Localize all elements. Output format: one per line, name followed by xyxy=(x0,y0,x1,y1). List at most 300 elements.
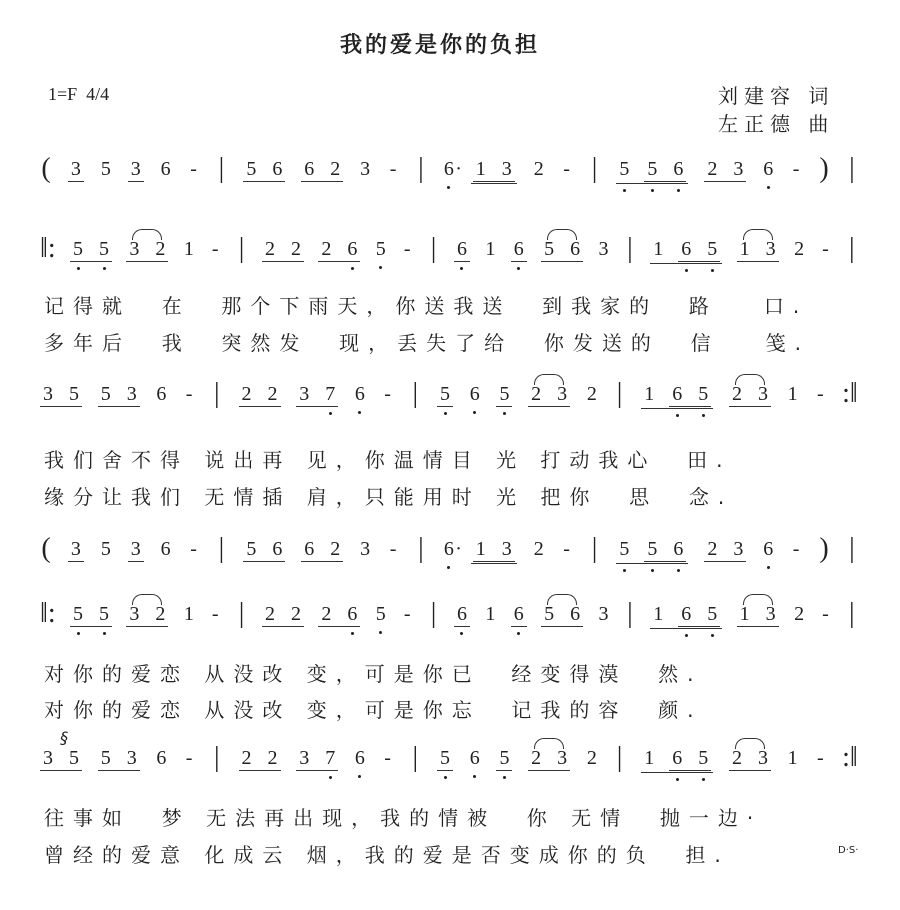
lower-octave-dot xyxy=(651,189,654,192)
note: 3 xyxy=(598,238,609,260)
beam-group xyxy=(239,747,281,771)
note: 3 xyxy=(765,238,776,260)
beam-group xyxy=(98,383,140,407)
note-digit: 6 xyxy=(347,238,358,260)
barline: ) xyxy=(819,533,829,564)
lower-octave-dot xyxy=(447,566,450,569)
lower-octave-dot xyxy=(651,569,654,572)
note-digit: 6 xyxy=(672,383,683,405)
beam-group xyxy=(473,538,515,562)
beam-group xyxy=(669,383,711,407)
beam-group xyxy=(511,238,527,262)
beam-group xyxy=(471,538,517,564)
barline: | xyxy=(849,233,855,264)
lower-octave-dot xyxy=(676,414,679,417)
note: - xyxy=(817,383,824,405)
tie-arc xyxy=(735,738,765,749)
beam-group xyxy=(471,158,517,184)
beam-group xyxy=(70,603,112,627)
beam-group xyxy=(496,747,512,771)
note: - xyxy=(403,238,411,260)
note: 2 xyxy=(321,238,332,260)
barline: ) xyxy=(819,153,829,184)
note xyxy=(439,383,451,405)
notation-row-interlude xyxy=(40,533,858,572)
note: 2 xyxy=(267,747,278,769)
note: 6 xyxy=(272,158,283,180)
barline: | xyxy=(616,378,623,409)
note: 1 xyxy=(644,747,655,769)
note-digit: 6 xyxy=(673,158,684,180)
beam-group xyxy=(616,538,688,564)
beam-group xyxy=(262,603,304,627)
note: 1 xyxy=(653,603,664,625)
note-digit: 5 xyxy=(499,747,510,769)
note-digit: 6 xyxy=(672,747,683,769)
note: 3 xyxy=(299,747,310,769)
note xyxy=(98,238,110,260)
lyric-line: 记得就 在 那个下雨天，你送我送 到我家的 路 口. xyxy=(44,294,809,318)
note-digit: 6 xyxy=(681,238,692,260)
note: 2 xyxy=(267,383,278,405)
beam-group xyxy=(128,538,144,562)
note: 2 xyxy=(531,383,542,405)
note: - xyxy=(817,747,824,769)
barline: | xyxy=(849,533,855,564)
lower-octave-dot xyxy=(767,186,770,189)
note: - xyxy=(563,158,570,180)
lower-octave-dot xyxy=(358,411,361,414)
note xyxy=(375,238,387,260)
beam-group xyxy=(301,158,343,182)
beam-group xyxy=(541,238,583,262)
beam-group xyxy=(126,603,168,627)
lower-octave-dot xyxy=(702,414,705,417)
note xyxy=(324,747,336,769)
note: 2 xyxy=(731,383,742,405)
lower-octave-dot xyxy=(473,775,476,778)
note: 1 xyxy=(739,238,750,260)
note: 3 xyxy=(129,238,140,260)
lyricist-credit: 刘建容 词 xyxy=(718,84,835,108)
beam-group xyxy=(528,383,570,407)
note: 3 xyxy=(43,383,53,405)
note xyxy=(456,238,468,260)
beam-group xyxy=(296,383,338,407)
note-digit: 5 xyxy=(499,383,510,405)
note xyxy=(697,383,709,405)
lower-octave-dot xyxy=(685,634,688,637)
beam-group xyxy=(128,158,144,182)
note: 3 xyxy=(70,538,81,560)
note: 3 xyxy=(129,603,140,625)
note: - xyxy=(384,747,391,769)
beam-group xyxy=(40,383,82,407)
note: 3 xyxy=(126,747,137,769)
beam-group xyxy=(239,383,281,407)
lyric-line: 往事如 梦 无法再出现，我的情被 你 无情 抛一边· xyxy=(44,806,763,830)
note xyxy=(762,538,774,560)
note-digit: 5 xyxy=(440,747,451,769)
note: 2 xyxy=(155,603,166,625)
note: 3 xyxy=(557,747,568,769)
tie-arc xyxy=(547,594,577,605)
lower-octave-dot xyxy=(444,412,447,415)
beam-group xyxy=(454,603,470,627)
note xyxy=(498,383,510,405)
note: - xyxy=(389,538,397,560)
note: 2 xyxy=(707,158,718,180)
note: 2 xyxy=(330,538,341,560)
barline: | xyxy=(418,153,424,184)
note xyxy=(672,158,684,180)
lyric-line: 对你的爱恋 从没改 变，可是你忘 记我的容 颜. xyxy=(44,698,703,722)
note: 1 xyxy=(644,383,655,405)
note xyxy=(706,238,718,260)
beam-group xyxy=(641,383,713,409)
note: 2 xyxy=(794,238,805,260)
note: 2 xyxy=(707,538,718,560)
beam-group xyxy=(616,158,688,184)
note-digit: 6 xyxy=(354,747,365,769)
note: 3 xyxy=(43,747,53,769)
note: 1 xyxy=(739,603,750,625)
note xyxy=(671,747,683,769)
note: 3 xyxy=(130,538,141,560)
beam-group xyxy=(641,747,713,773)
note xyxy=(498,747,510,769)
note xyxy=(513,238,525,260)
note: 6 xyxy=(156,747,167,769)
note: 5 xyxy=(246,538,257,560)
augmentation-dot: · xyxy=(455,538,462,560)
barline: ( xyxy=(41,533,51,564)
note xyxy=(346,238,358,260)
note: 5 xyxy=(544,603,555,625)
note: 2 xyxy=(155,238,166,260)
note: 6 xyxy=(570,238,581,260)
note: 2 xyxy=(794,603,805,625)
note: 6 xyxy=(272,538,283,560)
note xyxy=(513,603,525,625)
note xyxy=(618,538,630,562)
beam-group xyxy=(678,238,720,262)
beam-group xyxy=(301,538,343,562)
lower-octave-dot xyxy=(473,411,476,414)
note: 2 xyxy=(533,538,544,560)
note: - xyxy=(792,538,800,560)
note: 6 xyxy=(304,158,315,180)
note-digit: 6 xyxy=(347,603,358,625)
tie-arc xyxy=(743,594,773,605)
note-digit: 5 xyxy=(375,603,386,625)
note-digit: 6 xyxy=(443,158,454,180)
barline: ‖: xyxy=(40,233,56,264)
beam-group xyxy=(98,747,140,771)
barline: | xyxy=(591,153,598,184)
lyric-line: 缘分让我们 无情插 肩，只能用时 光 把你 思 念. xyxy=(44,485,734,509)
beam-group xyxy=(729,383,771,407)
barline: | xyxy=(849,153,855,184)
lower-octave-dot xyxy=(103,632,106,635)
augmentation-dot: · xyxy=(455,158,462,180)
note: - xyxy=(211,238,219,260)
notation-row-chorus xyxy=(40,378,858,417)
beam-group xyxy=(650,603,722,629)
note-digit: 6 xyxy=(469,747,480,769)
note: - xyxy=(822,603,829,625)
beam-group xyxy=(40,747,82,771)
note-digit: 7 xyxy=(325,747,336,769)
note: 2 xyxy=(290,603,301,625)
note xyxy=(346,603,358,625)
barline: | xyxy=(849,598,855,629)
beam-group xyxy=(296,747,338,771)
barline: | xyxy=(412,742,419,773)
note xyxy=(646,538,658,560)
note xyxy=(469,383,481,405)
note-digit: 5 xyxy=(73,238,84,260)
beam-group xyxy=(511,603,527,627)
note: - xyxy=(190,158,197,180)
lower-octave-dot xyxy=(767,566,770,569)
beam-group xyxy=(644,158,686,182)
beam-group xyxy=(318,238,360,262)
tie-arc xyxy=(735,374,765,385)
note xyxy=(443,538,462,560)
notation-row-chorus-2 xyxy=(40,742,858,781)
lower-octave-dot xyxy=(711,634,714,637)
beam-group xyxy=(126,238,168,262)
note: - xyxy=(190,538,197,560)
beam-group xyxy=(473,158,515,182)
note: 5 xyxy=(69,383,79,405)
lower-octave-dot xyxy=(676,778,679,781)
note xyxy=(72,603,84,625)
barline: | xyxy=(418,533,424,564)
note xyxy=(706,603,718,625)
note: 5 xyxy=(100,158,111,180)
note-digit: 6 xyxy=(681,603,692,625)
beam-group xyxy=(704,538,746,562)
barline: :‖ xyxy=(842,378,858,409)
note: 3 xyxy=(765,603,776,625)
note xyxy=(646,158,658,180)
note: 6 xyxy=(160,538,171,560)
note: 2 xyxy=(731,747,742,769)
lower-octave-dot xyxy=(351,632,354,635)
lower-octave-dot xyxy=(517,632,520,635)
beam-group xyxy=(437,747,453,771)
note xyxy=(680,238,692,260)
note: - xyxy=(822,238,829,260)
barline: | xyxy=(214,742,220,773)
beam-group xyxy=(68,538,84,562)
tie-arc xyxy=(534,738,564,749)
note: - xyxy=(185,383,193,405)
note: 6 xyxy=(160,158,171,180)
beam-group xyxy=(669,747,711,771)
note: - xyxy=(563,538,570,560)
beam-group xyxy=(650,238,722,264)
lower-octave-dot xyxy=(623,569,626,572)
lower-octave-dot xyxy=(623,189,626,192)
note-digit: 6 xyxy=(443,538,454,560)
notation-row-verse xyxy=(40,233,858,272)
note: 3 xyxy=(360,538,371,560)
note xyxy=(98,603,110,625)
note: 3 xyxy=(733,538,744,560)
note xyxy=(439,747,451,769)
barline: | xyxy=(616,742,623,773)
barline: | xyxy=(238,233,245,264)
lower-octave-dot xyxy=(460,267,463,270)
beam-group xyxy=(454,238,470,262)
beam-group xyxy=(496,383,512,407)
note: 3 xyxy=(557,383,568,405)
note: 3 xyxy=(501,538,512,560)
beam-group xyxy=(243,538,285,562)
beam-group xyxy=(644,538,686,562)
lower-octave-dot xyxy=(711,269,714,272)
note xyxy=(618,158,630,182)
note: 5 xyxy=(246,158,257,180)
lower-octave-dot xyxy=(503,776,506,779)
lower-octave-dot xyxy=(503,412,506,415)
note xyxy=(375,603,387,625)
note-digit: 6 xyxy=(513,603,524,625)
note: 3 xyxy=(126,383,137,405)
note: 2 xyxy=(586,383,597,405)
note: 2 xyxy=(241,747,252,769)
note: 1 xyxy=(475,158,486,180)
note xyxy=(354,747,366,769)
lower-octave-dot xyxy=(444,776,447,779)
note-digit: 5 xyxy=(698,747,709,769)
barline: | xyxy=(238,598,245,629)
note: - xyxy=(389,158,397,180)
barline: | xyxy=(627,233,633,264)
beam-group xyxy=(243,158,285,182)
note-digit: 5 xyxy=(707,238,718,260)
notation-row-intro xyxy=(40,153,858,192)
note-digit: 6 xyxy=(456,238,467,260)
lower-octave-dot xyxy=(103,267,106,270)
note xyxy=(680,603,692,625)
note xyxy=(762,158,774,180)
note xyxy=(72,238,84,260)
note xyxy=(697,747,709,769)
beam-group xyxy=(528,747,570,771)
lower-octave-dot xyxy=(358,775,361,778)
note: 2 xyxy=(241,383,252,405)
note: 3 xyxy=(501,158,512,180)
note: 2 xyxy=(290,238,301,260)
barline: ‖: xyxy=(40,598,56,629)
note-digit: 5 xyxy=(619,538,630,560)
lower-octave-dot xyxy=(351,267,354,270)
lower-octave-dot xyxy=(702,778,705,781)
note-digit: 5 xyxy=(647,538,658,560)
note xyxy=(469,747,481,769)
note: 1 xyxy=(475,538,486,560)
lower-octave-dot xyxy=(517,267,520,270)
note-digit: 5 xyxy=(647,158,658,180)
notation-row-verse-2 xyxy=(40,598,858,637)
barline: | xyxy=(218,153,225,184)
note: 3 xyxy=(733,158,744,180)
tie-arc xyxy=(547,229,577,240)
beam-group xyxy=(729,747,771,771)
note: 1 xyxy=(485,603,496,625)
note-digit: 5 xyxy=(440,383,451,405)
note-digit: 5 xyxy=(375,238,386,260)
note: 5 xyxy=(100,747,111,769)
note: 1 xyxy=(485,238,496,260)
note: 2 xyxy=(531,747,542,769)
note: 3 xyxy=(70,158,81,180)
note: - xyxy=(403,603,411,625)
note-digit: 6 xyxy=(354,383,365,405)
note-digit: 7 xyxy=(325,383,336,405)
beam-group xyxy=(541,603,583,627)
note: 6 xyxy=(304,538,315,560)
note: - xyxy=(211,603,219,625)
note-digit: 5 xyxy=(99,238,110,260)
tie-arc xyxy=(743,229,773,240)
tie-arc xyxy=(132,229,162,240)
note: 2 xyxy=(533,158,544,180)
beam-group xyxy=(262,238,304,262)
beam-group xyxy=(704,158,746,182)
barline: | xyxy=(214,378,220,409)
note: 5 xyxy=(100,538,111,560)
lower-octave-dot xyxy=(379,266,382,269)
lower-octave-dot xyxy=(379,631,382,634)
beam-group xyxy=(70,238,112,262)
note-digit: 5 xyxy=(698,383,709,405)
note-digit: 6 xyxy=(469,383,480,405)
note xyxy=(354,383,366,405)
barline: | xyxy=(627,598,633,629)
lyric-line: 我们舍不得 说出再 见，你温情目 光 打动我心 田. xyxy=(44,448,732,472)
song-title: 我的爱是你的负担 xyxy=(339,32,540,58)
barline: | xyxy=(430,598,437,629)
barline: | xyxy=(218,533,225,564)
barline: :‖ xyxy=(842,742,858,773)
note: 5 xyxy=(100,383,111,405)
lower-octave-dot xyxy=(329,412,332,415)
key-signature: 1=F 4/4 xyxy=(48,84,110,104)
beam-group xyxy=(737,238,779,262)
dal-segno-mark: D·S· xyxy=(838,845,859,856)
note: 2 xyxy=(330,158,341,180)
note: 2 xyxy=(264,603,275,625)
note-digit: 6 xyxy=(673,538,684,560)
note-digit: 5 xyxy=(619,158,630,180)
note-digit: 6 xyxy=(513,238,524,260)
note: 1 xyxy=(183,603,194,625)
note xyxy=(672,538,684,560)
note: 3 xyxy=(757,383,768,405)
lower-octave-dot xyxy=(77,267,80,270)
note: 3 xyxy=(757,747,768,769)
note: 6 xyxy=(570,603,581,625)
beam-group xyxy=(437,383,453,407)
note: - xyxy=(185,747,193,769)
note-digit: 6 xyxy=(456,603,467,625)
note: 1 xyxy=(183,238,194,260)
